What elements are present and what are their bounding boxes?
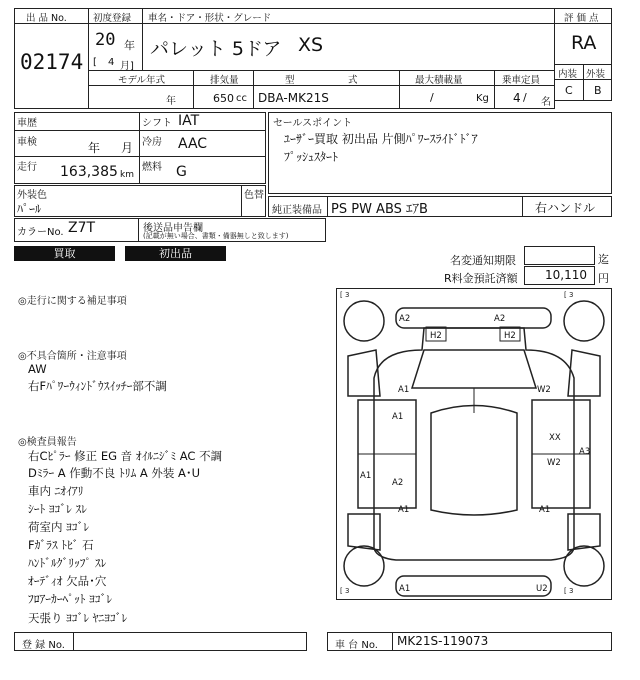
defect-line: AW [28, 362, 47, 376]
exterior-color-value: ﾊﾟｰﾙ [17, 202, 42, 216]
ac-value: AAC [178, 136, 208, 152]
mark-right-rocker: A3 [579, 447, 591, 457]
mark-right-rear-fender: A1 [539, 505, 551, 515]
rear-fender-right [568, 514, 600, 550]
reg-no-label: 登 録 No. [22, 640, 65, 651]
inspection-year-unit: 年 [88, 141, 101, 155]
mark-left-front-fender: A1 [398, 385, 410, 395]
max-load-separator: / [430, 91, 434, 104]
fuel-value: G [176, 164, 187, 180]
history-label: 車歴 [17, 118, 37, 129]
inspector-heading: ◎検査員報告 [18, 437, 77, 448]
shift-value: IAT [178, 113, 200, 129]
capacity-label: 乗車定員 [502, 75, 541, 86]
corner-label-bottom-left: [ 3 [340, 587, 350, 595]
capacity-value: 4 [513, 91, 521, 105]
equipment-value: PS PW ABS ｴｱB [331, 202, 428, 217]
aftermarket-note: (記載が無い場合、書類・備器無しと致します) [143, 232, 289, 240]
color-no-value: Z7T [68, 220, 96, 236]
type-label-2: 式 [348, 75, 358, 86]
mark-right-rear-door: W2 [547, 458, 561, 468]
spec-divider-4 [494, 70, 495, 109]
wheel-front-left [344, 301, 384, 341]
notice-deadline-label: 名変通知期限 [450, 254, 516, 267]
first-reg-label: 初度登録 [93, 13, 132, 24]
mark-front-bumper-right: A2 [494, 314, 506, 324]
sales-point-label: セールスポイント [273, 118, 353, 129]
max-load-unit: Kg [476, 93, 489, 104]
score-label: 評 価 点 [564, 13, 599, 24]
lot-number: 02174 [20, 50, 84, 74]
hood-outline [412, 350, 536, 388]
inspector-line: 天張り ﾖｺﾞﾚ ﾔﾆﾖｺﾞﾚ [28, 611, 128, 625]
rear-fender-left [348, 514, 380, 550]
vehicle-name-label: 車名・ドア・形状・グレード [148, 13, 272, 24]
mark-left-rocker: A1 [360, 471, 372, 481]
mark-right-front-fender: W2 [537, 385, 551, 395]
details-left-mid-divider [139, 112, 140, 184]
type-label: 型 [285, 75, 295, 86]
mark-rear-bumper-left: A1 [399, 584, 411, 594]
score-value: RA [571, 32, 597, 54]
shift-label: シフト [142, 118, 172, 129]
exterior-color-label: 外装色 [17, 190, 47, 201]
front-bumper [396, 308, 551, 328]
inspector-line: 右Cﾋﾟﾗｰ 修正 EG 音 ｵｲﾙﾆｼﾞﾐ AC 不調 [28, 449, 223, 463]
spec-divider-3 [399, 70, 400, 109]
model-year-label: モデル年式 [118, 75, 166, 86]
chassis-label: 車 台 No. [335, 640, 378, 651]
displacement-label: 排気量 [210, 75, 239, 86]
mark-right-front-door: XX [549, 433, 561, 443]
defects-heading: ◎不具合箇所・注意事項 [18, 351, 127, 362]
type-value: DBA-MK21S [258, 91, 329, 105]
reg-no-box [73, 632, 307, 651]
cabin-outline [431, 406, 517, 516]
mileage-value: 163,385 [60, 164, 118, 180]
buyout-badge: 買取 [14, 246, 115, 261]
notice-deadline-unit: 迄 [598, 253, 609, 266]
spec-divider-1 [193, 70, 194, 109]
inspector-line: ﾌﾛｱｰｶｰﾍﾟｯﾄ ﾖｺﾞﾚ [28, 592, 113, 606]
first-reg-month-unit: 月] [120, 61, 134, 72]
displacement-unit: cc [236, 93, 247, 104]
details-left-row-divider-2 [14, 156, 266, 157]
inspector-line: 荷室内 ﾖｺﾞﾚ [28, 520, 90, 534]
supplement-heading: ◎走行に関する補足事項 [18, 296, 127, 307]
interior-label: 内装 [558, 69, 578, 80]
first-reg-year: 20 [95, 30, 116, 50]
details-left-box [14, 112, 266, 184]
aftermarket-label: 後送品申告欄 [143, 223, 203, 234]
corner-label-top-left: [ 3 [340, 291, 350, 299]
corner-label-top-right: [ 3 [564, 291, 574, 299]
first-listing-badge: 初出品 [125, 246, 226, 261]
capacity-separator: / [523, 91, 527, 104]
mark-left-rear-fender: A1 [398, 505, 410, 515]
mileage-unit: km [120, 170, 134, 180]
mark-left-rear-door: A2 [392, 478, 404, 488]
recycle-label: R料金預託済額 [444, 272, 518, 285]
mileage-label: 走行 [17, 162, 37, 173]
first-reg-month-open: [ [93, 57, 97, 68]
recycle-value: 10,110 [545, 268, 587, 282]
color-no-label: カラーNo. [17, 227, 64, 238]
wheel-front-right [564, 301, 604, 341]
inspector-line: ﾊﾝﾄﾞﾙｸﾞﾘｯﾌﾟ ｽﾚ [28, 556, 107, 570]
vehicle-name: パレット 5ドア [150, 38, 282, 60]
model-year-unit: 年 [166, 96, 176, 107]
mark-headlight-right: H2 [504, 331, 516, 341]
lot-number-label: 出 品 No. [26, 13, 67, 24]
exterior-label: 外装 [586, 69, 606, 80]
mark-front-bumper-left: A2 [399, 314, 411, 324]
notice-deadline-box [524, 246, 595, 265]
max-load-label: 最大積載量 [415, 75, 463, 86]
mark-headlight-left: H2 [430, 331, 442, 341]
inspector-line: Fｶﾞﾗｽ ﾄﾋﾞ 石 [28, 538, 94, 552]
car-damage-diagram [336, 288, 612, 600]
interior-grade: C [565, 84, 573, 97]
details-left-row-divider-1 [14, 130, 266, 131]
mark-rear-bumper-right: U2 [536, 584, 548, 594]
spec-divider-2 [253, 70, 254, 109]
defect-line: 右Fﾊﾟﾜｰｳｨﾝﾄﾞｳｽｲｯﾁｰ部不調 [28, 379, 167, 393]
ac-label: 冷房 [142, 137, 162, 148]
displacement-value: 650 [213, 92, 234, 105]
car-body-outline [374, 328, 574, 560]
wheel-rear-right [564, 546, 604, 586]
inspector-line: ｼｰﾄ ﾖｺﾞﾚ ｽﾚ [28, 502, 88, 516]
vehicle-grade: XS [298, 34, 324, 56]
fuel-label: 燃料 [142, 162, 162, 173]
handle-value: 右ハンドル [535, 201, 596, 215]
exterior-color-box [14, 185, 242, 217]
inspector-line: 車内 ﾆｵｲｱﾘ [28, 484, 84, 498]
capacity-unit: 名 [541, 97, 551, 108]
first-reg-month: 4 [108, 57, 115, 68]
exterior-grade: B [594, 84, 602, 97]
rear-bumper [396, 576, 551, 596]
inspector-line: Dﾐﾗｰ A 作動不良 ﾄﾘﾑ A 外装 A･U [28, 466, 201, 480]
inspection-month-unit: 月 [121, 141, 134, 155]
first-reg-year-unit: 年 [124, 39, 135, 52]
wheel-rear-left [344, 546, 384, 586]
repaint-label: 色替 [244, 190, 264, 201]
inspection-label: 車検 [17, 137, 37, 148]
mark-left-front-door: A1 [392, 412, 404, 422]
corner-label-bottom-right: [ 3 [564, 587, 574, 595]
recycle-unit: 円 [598, 272, 609, 285]
inspector-line: ｵｰﾃﾞｨｵ 欠品･穴 [28, 574, 107, 588]
chassis-number: MK21S-119073 [397, 634, 489, 648]
sales-point-line-1: ﾕｰｻﾞｰ買取 初出品 片側ﾊﾟﾜｰｽﾗｲﾄﾞﾄﾞｱ [284, 132, 478, 146]
equipment-label: 純正装備品 [272, 205, 322, 216]
sales-point-line-2: ﾌﾟｯｼｭｽﾀｰﾄ [284, 150, 339, 164]
